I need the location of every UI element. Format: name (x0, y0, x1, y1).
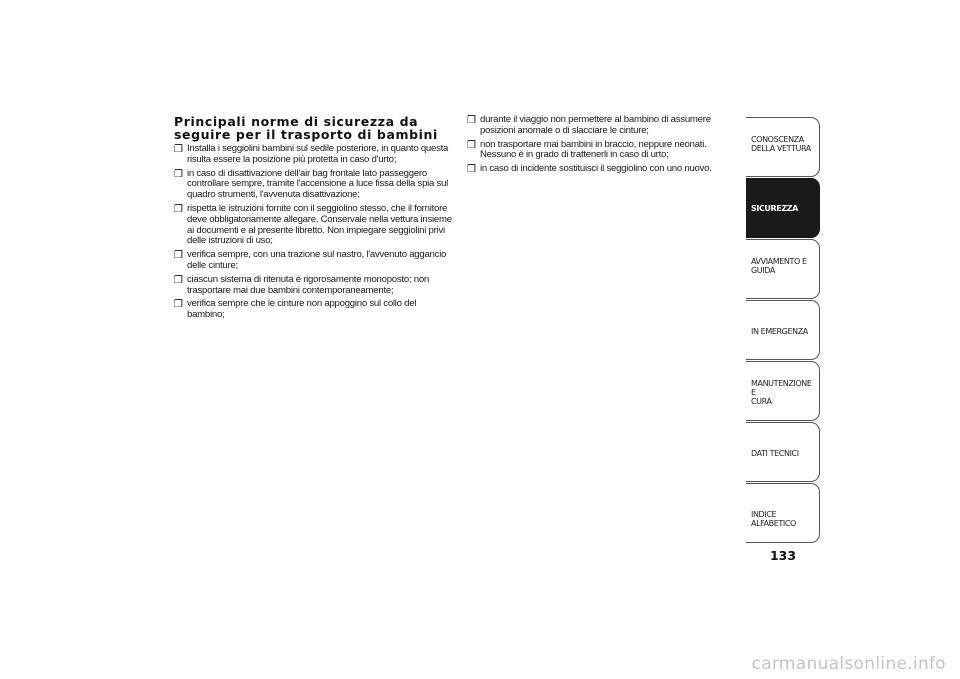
list-item-text: rispetta le istruzioni fornite con il seggiolino stesso, che il fornitore deve obbligatoriamente allegare. Conservale nella vettura insieme ai documenti e al presente libretto. Non impiegare seggiolini privi delle istruzioni di uso; (187, 202, 452, 247)
tab-indice-alfabetico[interactable] (746, 483, 820, 543)
tab-label-line-1: SICUREZZA (751, 204, 798, 213)
left-bullet-list (174, 144, 456, 321)
checkbox-bullet-icon: ❒ (174, 250, 183, 262)
heading-line-1: Principali norme di sicurezza da (174, 114, 419, 129)
chapter-sidebar (746, 117, 820, 544)
tab-label-line-1: CONOSCENZA (751, 135, 804, 144)
list-item (467, 140, 745, 162)
page-number: 133 (769, 548, 797, 563)
checkbox-bullet-icon: ❒ (174, 168, 183, 180)
watermark: carmanualsonline.info (751, 654, 946, 674)
list-item-text: durante il viaggio non permettere al bambino di assumere posizioni anomale o di slacciare le cinture; (480, 114, 711, 136)
list-item (467, 115, 745, 137)
tab-label-line-1: IN EMERGENZA (751, 327, 808, 336)
tab-label-line-1: DATI TECNICI (751, 449, 799, 458)
list-item (467, 164, 745, 175)
tab-manutenzione-e-cura[interactable] (746, 361, 820, 421)
list-item (174, 144, 456, 166)
list-item (174, 250, 456, 272)
tab-label-line-1: MANUTENZIONE E (751, 379, 812, 397)
list-item-text: in caso di incidente sostituisci il seggiolino con uno nuovo. (480, 163, 712, 175)
tab-dati-tecnici[interactable] (746, 422, 820, 482)
checkbox-bullet-icon: ❒ (174, 144, 183, 155)
right-bullet-list (467, 115, 745, 175)
list-item (174, 169, 456, 201)
checkbox-bullet-icon: ❒ (174, 274, 183, 286)
tab-sicurezza[interactable] (746, 178, 820, 238)
list-item (174, 299, 456, 321)
list-item (174, 204, 456, 247)
tab-label-line-1: AVVIAMENTO E (751, 257, 807, 266)
tab-label-line-1: INDICE ALFABETICO (751, 510, 796, 528)
list-item-text: verifica sempre che le cinture non appoggino sul collo del bambino; (187, 298, 417, 321)
list-item-text: Installa i seggiolini bambini sul sedile posteriore, in quanto questa risulta essere la posizione più protetta in caso d'urto; (187, 143, 449, 165)
checkbox-bullet-icon: ❒ (467, 115, 476, 126)
tab-label-line-2: DELLA VETTURA (751, 144, 811, 153)
tab-label-line-2: GUIDA (751, 266, 775, 275)
list-item (174, 275, 456, 297)
tab-conoscenza-della-vettura[interactable] (746, 117, 820, 177)
checkbox-bullet-icon: ❒ (467, 139, 476, 151)
heading-line-2: seguire per il trasporto di bambini (174, 127, 438, 142)
tab-in-emergenza[interactable] (746, 300, 820, 360)
tab-label-line-2: CURA (751, 397, 772, 406)
right-column (467, 115, 745, 178)
checkbox-bullet-icon: ❒ (467, 164, 476, 176)
list-item-text: in caso di disattivazione dell'air bag frontale lato passeggero controllare sempre, tramite l'accensione a luce fissa della spia sul quadro strumenti, l'avvenuta disattivazione; (187, 167, 449, 201)
left-column (174, 115, 456, 324)
list-item-text: verifica sempre, con una trazione sul nastro, l'avvenuto aggancio delle cinture; (187, 249, 447, 271)
tab-avviamento-e-guida[interactable] (746, 239, 820, 299)
section-heading (174, 115, 456, 141)
checkbox-bullet-icon: ❒ (174, 299, 183, 311)
list-item-text: non trasportare mai bambini in braccio, neppure neonati. Nessuno è in grado di trattenerli in caso di urto; (480, 138, 707, 161)
list-item-text: ciascun sistema di ritenuta è rigorosamente monoposto; non trasportare mai due bambini contemporaneamente; (187, 273, 430, 296)
checkbox-bullet-icon: ❒ (174, 203, 183, 215)
